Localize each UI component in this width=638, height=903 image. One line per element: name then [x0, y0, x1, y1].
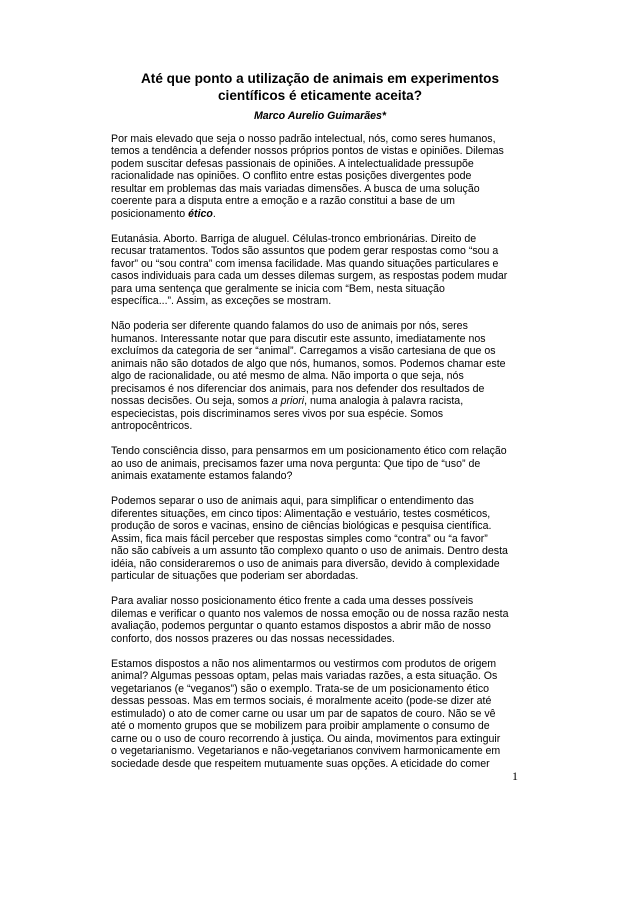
- document-body: [111, 70, 529, 783]
- text-line: antropocêntricos.: [111, 420, 193, 432]
- text-line: excluímos da categoria de ser “animal”. Carregamos a visão cartesiana de que os: [111, 345, 496, 357]
- text-line: diferentes situações, em cinco tipos: Alimentação e vestuário, testes cosméticos,: [111, 507, 491, 520]
- text-line: nossas decisões. Ou seja, somos a priori, numa analogia à palavra racista,: [111, 395, 464, 407]
- text-line: especiecistas, pois discriminamos seres vivos por sua espécie. Somos: [111, 407, 444, 420]
- text-line: Tendo consciência disso, para pensarmos em um posicionamento ético com relação: [111, 445, 507, 457]
- emphasized-phrase: a priori: [271, 395, 305, 407]
- text-line: animais não são dotados de algo que nós, humanos, somos. Podemos chamar este: [111, 357, 506, 370]
- title-line: científicos é eticamente aceita?: [218, 88, 422, 103]
- text-line: podem suscitar defesas passionais de opiniões. A intelectualidade pressupõe: [111, 157, 474, 170]
- text-line: casos individuais para cada um desses dilemas surgem, as respostas podem mudar: [111, 270, 508, 282]
- text-line: não são cabíveis a um assunto tão complexo quanto o uso de animais. Dentro desta: [111, 545, 508, 557]
- author-name: Marco Aurelio Guimarães*: [253, 110, 387, 122]
- text-line: humanos. Interessante notar que para discutir este assunto, imediatamente nos: [111, 332, 486, 345]
- text-line: resultar em problemas das mais variadas dimensões. A busca de uma solução: [111, 182, 480, 195]
- text-line: coerente para a disputa entre a emoção e a razão constitui a base de um: [111, 195, 455, 207]
- text-line: até o momento grupos que se mobilizem para proibir amplamente o consumo de: [111, 720, 490, 732]
- paragraph-1: [111, 133, 529, 221]
- text-line: ao uso de animais, precisamos fazer uma nova pergunta: Que tipo de “uso” de: [111, 457, 481, 470]
- text-line: o vegetarianismo. Vegetarianos e não-vegetarianos convivem harmonicamente em: [111, 745, 501, 757]
- paragraph-3: [111, 320, 529, 433]
- text-line: temos a tendência a defender nossos próprios pontos de vistas e opiniões. Dilemas: [111, 145, 504, 157]
- emphasized-word: ético: [188, 207, 213, 220]
- text-line: [111, 208, 529, 221]
- text-line: Estamos dispostos a não nos alimentarmos ou vestirmos com produtos de origem: [111, 657, 497, 670]
- text-fragment: posicionamento: [111, 207, 189, 220]
- text-line: Por mais elevado que seja o nosso padrão intelectual, nós, como seres humanos,: [111, 132, 496, 145]
- paragraph-6: [111, 595, 529, 645]
- text-line: racionalidade nas opiniões. O conflito entre estas posições divergentes pode: [111, 170, 472, 182]
- text-line: para uma sentença que geralmente se inicia com “Bem, nesta situação: [111, 282, 445, 295]
- text-line: animal? Algumas pessoas optam, pelas mais variadas razões, a esta situação. Os: [111, 670, 498, 682]
- text-line: vegetarianos (e “veganos”) são o exemplo. Trata-se de um posicionamento ético: [111, 682, 490, 695]
- text-line: dilemas e verificar o quanto nos valemos de nossa emoção ou de nossa razão nesta: [111, 607, 509, 620]
- text-line: algo de racionalidade, ou até mesmo de alma. Não importa o que seja, nós: [111, 370, 464, 382]
- text-line: animais exatamente estamos falando?: [111, 470, 293, 482]
- text-line: avaliação, podemos perguntar o quanto estamos dispostos a abrir mão de nosso: [111, 620, 491, 632]
- text-line: estimulado) o ato de comer carne ou usar um par de sapatos de couro. Não se vê: [111, 707, 496, 720]
- text-line: recusar tratamentos. Todos são assuntos que podem gerar respostas como “sou a: [111, 245, 499, 257]
- text-line: idéia, não consideraremos o uso de animais para diversão, devido à complexidade: [111, 557, 500, 570]
- text-line: particular de situações que poderiam ser abordadas.: [111, 570, 359, 582]
- text-fragment: .: [212, 207, 216, 220]
- paragraph-5: [111, 495, 529, 583]
- text-line: Eutanásia. Aborto. Barriga de aluguel. Células-tronco embrionárias. Direito de: [111, 232, 477, 245]
- text-line: conforto, dos nossos prazeres ou das nossas necessidades.: [111, 632, 395, 645]
- text-line: carne ou o uso de couro recorrendo à justiça. Ou ainda, movimentos para extinguir: [111, 732, 501, 745]
- text-line: dessas pessoas. Mas em termos sociais, é moralmente aceito (pode-se dizer até: [111, 695, 492, 707]
- text-line: precisamos é nos diferenciar dos animais, para nos defender dos resultados de: [111, 382, 485, 395]
- text-line: específica...”. Assim, as exceções se mostram.: [111, 295, 332, 307]
- text-line: Assim, fica mais fácil perceber que respostas simples como “contra” ou “a favor”: [111, 532, 488, 545]
- text-line: Podemos separar o uso de animais aqui, para simplificar o entendimento das: [111, 495, 474, 507]
- paragraph-4: [111, 445, 529, 483]
- text-line: Não poderia ser diferente quando falamos do uso de animais por nós, seres: [111, 320, 468, 332]
- text-line: Para avaliar nosso posicionamento ético frente a cada uma desses possíveis: [111, 595, 474, 607]
- page-number: 1: [512, 769, 518, 783]
- text-line: sociedade desde que respeitem mutuamente suas opções. A eticidade do comer: [111, 757, 490, 770]
- document-title: [111, 70, 529, 104]
- text-line: favor” ou “sou contra” com imensa facilidade. Mas quando situações particulares e: [111, 257, 499, 270]
- paragraph-7: [111, 658, 529, 771]
- paragraph-2: [111, 233, 529, 308]
- title-line: Até que ponto a utilização de animais em experimentos: [140, 71, 500, 86]
- text-line: produção de soros e vacinas, ensino de ciências biológicas e pesquisa científica.: [111, 520, 492, 532]
